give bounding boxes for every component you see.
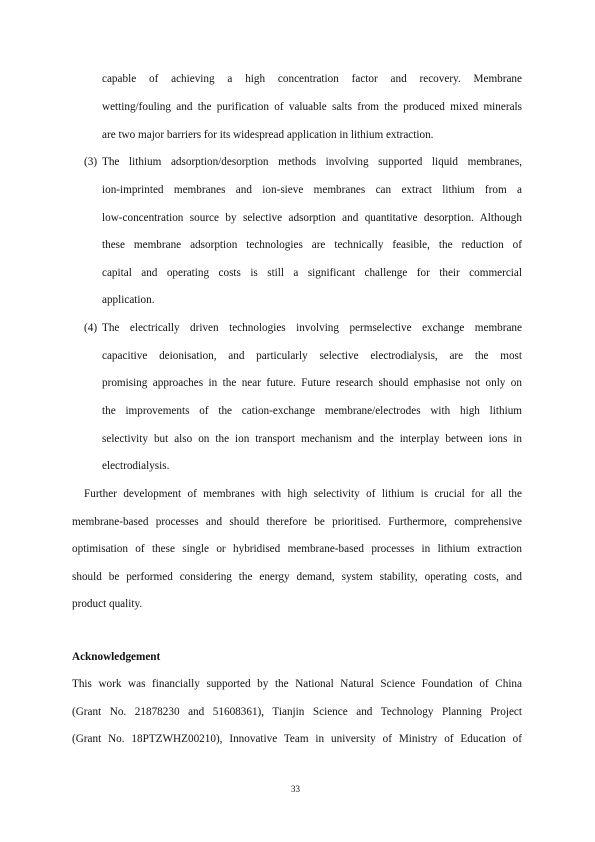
text-line: The electrically driven technologies involving permselective exchange membrane xyxy=(102,322,522,334)
text-line: the improvements of the cation-exchange membrane/electrodes with high lithium xyxy=(102,405,522,417)
text-line: low-concentration source by selective adsorption and quantitative desorption. Although xyxy=(102,212,522,224)
text-line: application. xyxy=(102,294,155,306)
list-number: (3) xyxy=(84,156,98,168)
text-line: Further development of membranes with high selectivity of lithium is crucial for all the xyxy=(84,488,522,500)
text-line: (Grant No. 18PTZWHZ00210), Innovative Team in university of Ministry of Education of xyxy=(72,733,522,745)
text-line: membrane-based processes and should therefore be prioritised. Furthermore, comprehensive xyxy=(72,516,522,528)
text-line: The lithium adsorption/desorption methods involving supported liquid membranes, xyxy=(102,156,522,168)
text-line: optimisation of these single or hybridised membrane-based processes in lithium extraction xyxy=(72,543,522,555)
section-heading: Acknowledgement xyxy=(72,651,161,663)
text-line: This work was financially supported by the National Natural Science Foundation of China xyxy=(72,678,522,690)
text-line: wetting/fouling and the purification of valuable salts from the produced mixed minerals xyxy=(102,101,522,113)
text-line: product quality. xyxy=(72,598,143,610)
page-number: 33 xyxy=(291,784,300,794)
text-line: selectivity but also on the ion transport mechanism and the interplay between ions in xyxy=(102,433,522,445)
text-line: promising approaches in the near future. Future research should emphasise not only on xyxy=(102,377,522,389)
text-line: capital and operating costs is still a significant challenge for their commercial xyxy=(102,267,522,279)
text-line: electrodialysis. xyxy=(102,460,170,472)
text-line: ion-imprinted membranes and ion-sieve membranes can extract lithium from a xyxy=(102,184,522,196)
list-number: (4) xyxy=(84,322,98,334)
text-line: these membrane adsorption technologies are technically feasible, the reduction of xyxy=(102,239,522,251)
text-line: should be performed considering the energy demand, system stability, operating costs, and xyxy=(72,571,522,583)
text-line: capable of achieving a high concentration factor and recovery. Membrane xyxy=(102,73,522,85)
text-line: are two major barriers for its widespread application in lithium extraction. xyxy=(102,129,434,141)
text-line: capacitive deionisation, and particularly selective electrodialysis, are the most xyxy=(102,350,522,362)
text-line: (Grant No. 21878230 and 51608361), Tianjin Science and Technology Planning Project xyxy=(72,706,522,718)
